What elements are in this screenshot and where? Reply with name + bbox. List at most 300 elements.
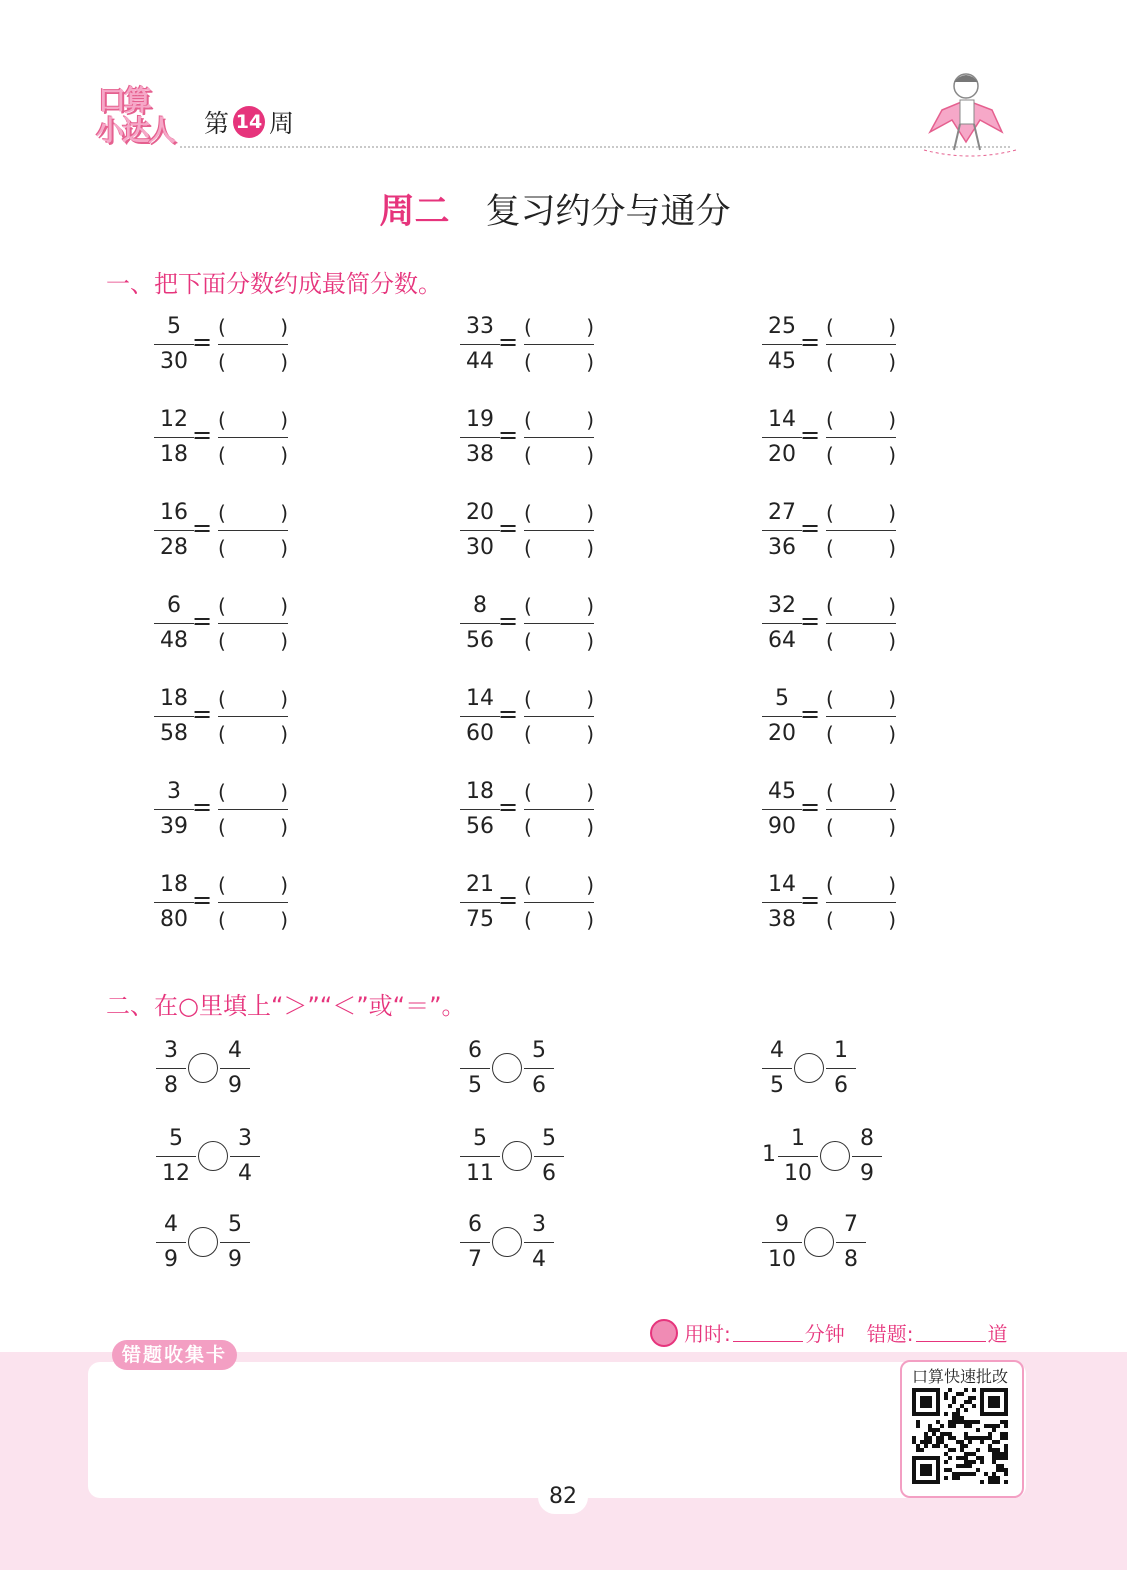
numerator: 14	[466, 686, 494, 711]
answer-numerator-slot[interactable]	[826, 498, 896, 528]
numerator: 3	[164, 1038, 178, 1063]
fraction	[460, 870, 500, 935]
numerator: 5	[542, 1126, 556, 1151]
fraction-bar	[762, 530, 802, 531]
answer-fraction-bar	[524, 716, 594, 717]
logo-line-2: 小达人	[96, 114, 175, 147]
answer-blank[interactable]	[524, 777, 594, 842]
answer-fraction-bar	[524, 809, 594, 810]
equals-sign: =	[498, 793, 519, 821]
numerator: 3	[532, 1212, 546, 1237]
logo-line-1: 口算	[98, 84, 151, 117]
answer-denominator-slot[interactable]	[218, 533, 288, 563]
answer-numerator-slot[interactable]	[218, 591, 288, 621]
denominator: 8	[164, 1073, 178, 1098]
fraction	[156, 1124, 196, 1189]
denominator: 9	[228, 1073, 242, 1098]
answer-numerator-slot[interactable]	[826, 312, 896, 342]
fraction	[762, 1210, 802, 1275]
answer-fraction-bar	[218, 344, 288, 345]
answer-blank[interactable]	[218, 870, 288, 935]
numerator: 19	[466, 407, 494, 432]
paren-close: )	[280, 687, 288, 711]
paren-open: (	[826, 722, 834, 746]
answer-blank[interactable]	[218, 498, 288, 563]
paren-open: (	[826, 780, 834, 804]
fraction	[460, 1036, 490, 1101]
fraction-bar	[230, 1156, 260, 1157]
paren-open: (	[218, 780, 226, 804]
answer-numerator-slot[interactable]	[524, 591, 594, 621]
fraction	[778, 1124, 818, 1189]
denominator: 30	[160, 349, 188, 374]
denominator: 4	[532, 1247, 546, 1272]
fraction	[762, 870, 802, 935]
paren-open: (	[524, 594, 532, 618]
answer-denominator-slot[interactable]	[524, 533, 594, 563]
paren-open: (	[826, 687, 834, 711]
comparison-circle[interactable]	[492, 1053, 522, 1083]
fraction-bar	[852, 1156, 882, 1157]
fraction	[460, 405, 500, 470]
brand-logo	[94, 86, 180, 150]
paren-open: (	[218, 315, 226, 339]
denominator: 39	[160, 814, 188, 839]
numerator: 4	[164, 1212, 178, 1237]
fraction-bar	[762, 623, 802, 624]
denominator: 20	[768, 721, 796, 746]
fraction-bar	[460, 530, 500, 531]
denominator: 5	[468, 1073, 482, 1098]
answer-fraction-bar	[218, 809, 288, 810]
fraction	[230, 1124, 260, 1189]
fraction-bar	[836, 1242, 866, 1243]
answer-denominator-slot[interactable]	[524, 905, 594, 935]
paren-open: (	[218, 536, 226, 560]
answer-blank[interactable]	[524, 591, 594, 656]
answer-fraction-bar	[826, 530, 896, 531]
fraction-bar	[762, 1068, 792, 1069]
week-suffix: 周	[269, 109, 295, 138]
fraction-bar	[762, 344, 802, 345]
denominator: 64	[768, 628, 796, 653]
answer-fraction-bar	[524, 437, 594, 438]
numerator: 6	[468, 1038, 482, 1063]
fraction	[836, 1210, 866, 1275]
paren-close: )	[280, 908, 288, 932]
fraction	[156, 1210, 186, 1275]
denominator: 20	[768, 442, 796, 467]
answer-denominator-slot[interactable]	[218, 347, 288, 377]
paren-close: )	[586, 780, 594, 804]
paren-close: )	[280, 780, 288, 804]
paren-open: (	[218, 629, 226, 653]
denominator: 10	[784, 1161, 812, 1186]
answer-fraction-bar	[826, 809, 896, 810]
numerator: 14	[768, 872, 796, 897]
fraction-bar	[524, 1068, 554, 1069]
comparison-circle[interactable]	[804, 1227, 834, 1257]
answer-blank[interactable]	[826, 591, 896, 656]
numerator: 18	[160, 686, 188, 711]
denominator: 9	[164, 1247, 178, 1272]
equals-sign: =	[192, 700, 213, 728]
paren-open: (	[218, 501, 226, 525]
answer-denominator-slot[interactable]	[218, 719, 288, 749]
answer-blank[interactable]	[524, 312, 594, 377]
paren-close: )	[586, 408, 594, 432]
denominator: 75	[466, 907, 494, 932]
equals-sign: =	[498, 328, 519, 356]
answer-denominator-slot[interactable]	[826, 626, 896, 656]
fraction	[762, 591, 802, 656]
fraction-bar	[220, 1242, 250, 1243]
paren-close: )	[888, 908, 896, 932]
fraction-bar	[154, 902, 194, 903]
fraction	[460, 1210, 490, 1275]
errors-unit: 道	[987, 1322, 1008, 1346]
numerator: 5	[167, 314, 181, 339]
answer-numerator-slot[interactable]	[826, 405, 896, 435]
fraction	[762, 684, 802, 749]
denominator: 58	[160, 721, 188, 746]
fraction-bar	[762, 437, 802, 438]
equals-sign: =	[498, 700, 519, 728]
fraction-bar	[534, 1156, 564, 1157]
denominator: 28	[160, 535, 188, 560]
answer-denominator-slot[interactable]	[826, 440, 896, 470]
paren-close: )	[586, 350, 594, 374]
answer-blank[interactable]	[524, 684, 594, 749]
answer-blank[interactable]	[826, 684, 896, 749]
paren-open: (	[826, 443, 834, 467]
fraction	[154, 312, 194, 377]
denominator: 36	[768, 535, 796, 560]
numerator: 14	[768, 407, 796, 432]
denominator: 9	[228, 1247, 242, 1272]
equals-sign: =	[498, 421, 519, 449]
answer-blank[interactable]	[826, 870, 896, 935]
paren-open: (	[218, 815, 226, 839]
section2-heading: 二、在○里填上“＞”“＜”或“＝”。	[106, 992, 466, 1020]
paren-close: )	[280, 350, 288, 374]
fraction-bar	[154, 344, 194, 345]
answer-denominator-slot[interactable]	[826, 347, 896, 377]
denominator: 56	[466, 628, 494, 653]
denominator: 90	[768, 814, 796, 839]
denominator: 45	[768, 349, 796, 374]
fraction	[524, 1036, 554, 1101]
denominator: 6	[542, 1161, 556, 1186]
answer-denominator-slot[interactable]	[524, 626, 594, 656]
paren-close: )	[280, 408, 288, 432]
paren-close: )	[586, 908, 594, 932]
paren-close: )	[888, 501, 896, 525]
paren-close: )	[280, 501, 288, 525]
answer-numerator-slot[interactable]	[218, 405, 288, 435]
answer-blank[interactable]	[218, 591, 288, 656]
time-unit: 分钟	[804, 1322, 845, 1346]
fraction	[154, 684, 194, 749]
denominator: 6	[834, 1073, 848, 1098]
paren-close: )	[888, 408, 896, 432]
answer-numerator-slot[interactable]	[524, 684, 594, 714]
equals-sign: =	[192, 328, 213, 356]
numerator: 9	[775, 1212, 789, 1237]
paren-close: )	[888, 443, 896, 467]
fraction	[156, 1036, 186, 1101]
paren-close: )	[280, 629, 288, 653]
numerator: 6	[468, 1212, 482, 1237]
fraction-bar	[154, 809, 194, 810]
qr-code-icon[interactable]	[912, 1388, 1008, 1484]
paren-close: )	[586, 443, 594, 467]
fraction	[762, 312, 802, 377]
answer-denominator-slot[interactable]	[218, 812, 288, 842]
numerator: 33	[466, 314, 494, 339]
answer-fraction-bar	[826, 716, 896, 717]
fraction-bar	[460, 809, 500, 810]
answer-numerator-slot[interactable]	[218, 684, 288, 714]
numerator: 21	[466, 872, 494, 897]
paren-open: (	[524, 629, 532, 653]
paren-close: )	[586, 315, 594, 339]
answer-blank[interactable]	[826, 777, 896, 842]
paren-close: )	[280, 315, 288, 339]
fraction	[154, 870, 194, 935]
fraction-bar	[460, 902, 500, 903]
fraction-bar	[524, 1242, 554, 1243]
numerator: 4	[770, 1038, 784, 1063]
denominator: 38	[768, 907, 796, 932]
paren-close: )	[280, 443, 288, 467]
paren-close: )	[586, 501, 594, 525]
fraction-bar	[154, 530, 194, 531]
numerator: 8	[860, 1126, 874, 1151]
comparison-circle[interactable]	[198, 1141, 228, 1171]
paren-open: (	[826, 629, 834, 653]
fraction-bar	[156, 1156, 196, 1157]
equals-sign: =	[192, 421, 213, 449]
time-input-line[interactable]	[733, 1323, 803, 1342]
paren-open: (	[524, 873, 532, 897]
errors-input-line[interactable]	[916, 1323, 986, 1342]
paren-close: )	[888, 722, 896, 746]
paren-open: (	[524, 315, 532, 339]
answer-denominator-slot[interactable]	[826, 905, 896, 935]
fraction	[460, 591, 500, 656]
comparison-circle[interactable]	[502, 1141, 532, 1171]
answer-numerator-slot[interactable]	[524, 498, 594, 528]
answer-numerator-slot[interactable]	[524, 312, 594, 342]
answer-numerator-slot[interactable]	[524, 870, 594, 900]
numerator: 5	[473, 1126, 487, 1151]
whole-number: 1	[762, 1142, 776, 1167]
answer-denominator-slot[interactable]	[826, 533, 896, 563]
numerator: 7	[844, 1212, 858, 1237]
fraction	[534, 1124, 564, 1189]
answer-blank[interactable]	[826, 498, 896, 563]
answer-denominator-slot[interactable]	[218, 440, 288, 470]
fraction	[762, 1036, 792, 1101]
answer-fraction-bar	[826, 437, 896, 438]
fraction-bar	[156, 1068, 186, 1069]
answer-blank[interactable]	[826, 405, 896, 470]
paren-close: )	[888, 315, 896, 339]
denominator: 12	[162, 1161, 190, 1186]
answer-numerator-slot[interactable]	[218, 870, 288, 900]
answer-fraction-bar	[524, 530, 594, 531]
paren-open: (	[524, 780, 532, 804]
answer-numerator-slot[interactable]	[218, 777, 288, 807]
numerator: 1	[791, 1126, 805, 1151]
fraction	[154, 777, 194, 842]
answer-fraction-bar	[826, 902, 896, 903]
fraction	[154, 405, 194, 470]
comparison-circle[interactable]	[492, 1227, 522, 1257]
answer-blank[interactable]	[524, 498, 594, 563]
fraction	[762, 405, 802, 470]
answer-blank[interactable]	[826, 312, 896, 377]
fraction-bar	[826, 1068, 856, 1069]
week-label	[204, 104, 294, 140]
numerator: 1	[834, 1038, 848, 1063]
equals-sign: =	[192, 793, 213, 821]
answer-denominator-slot[interactable]	[826, 719, 896, 749]
answer-numerator-slot[interactable]	[218, 312, 288, 342]
answer-numerator-slot[interactable]	[826, 684, 896, 714]
header-divider	[180, 146, 1010, 148]
time-label: 用时:	[684, 1322, 731, 1346]
answer-numerator-slot[interactable]	[524, 777, 594, 807]
paren-close: )	[280, 536, 288, 560]
paren-open: (	[524, 815, 532, 839]
equals-sign: =	[192, 886, 213, 914]
equals-sign: =	[498, 514, 519, 542]
equals-sign: =	[800, 607, 821, 635]
paren-close: )	[888, 350, 896, 374]
paren-close: )	[888, 873, 896, 897]
fraction-bar	[762, 716, 802, 717]
fraction	[460, 498, 500, 563]
answer-fraction-bar	[524, 344, 594, 345]
answer-blank[interactable]	[218, 312, 288, 377]
fraction	[762, 498, 802, 563]
answer-denominator-slot[interactable]	[524, 719, 594, 749]
numerator: 6	[167, 593, 181, 618]
fraction-bar	[460, 623, 500, 624]
comparison-circle[interactable]	[188, 1227, 218, 1257]
answer-denominator-slot[interactable]	[218, 626, 288, 656]
fraction-bar	[460, 716, 500, 717]
fraction-bar	[762, 809, 802, 810]
paren-open: (	[826, 501, 834, 525]
fraction-bar	[154, 437, 194, 438]
paren-open: (	[826, 536, 834, 560]
answer-denominator-slot[interactable]	[826, 812, 896, 842]
answer-denominator-slot[interactable]	[218, 905, 288, 935]
answer-blank[interactable]	[218, 684, 288, 749]
mistake-card[interactable]	[88, 1362, 1026, 1498]
equals-sign: =	[800, 793, 821, 821]
paren-open: (	[218, 873, 226, 897]
answer-denominator-slot[interactable]	[524, 440, 594, 470]
answer-denominator-slot[interactable]	[524, 812, 594, 842]
paren-open: (	[826, 408, 834, 432]
paren-close: )	[888, 594, 896, 618]
denominator: 48	[160, 628, 188, 653]
answer-numerator-slot[interactable]	[524, 405, 594, 435]
numerator: 18	[466, 779, 494, 804]
fraction	[460, 312, 500, 377]
denominator: 11	[466, 1161, 494, 1186]
paren-open: (	[218, 408, 226, 432]
paren-close: )	[586, 722, 594, 746]
answer-blank[interactable]	[524, 870, 594, 935]
comparison-circle[interactable]	[794, 1053, 824, 1083]
fraction-bar	[460, 1156, 500, 1157]
denominator: 18	[160, 442, 188, 467]
paren-open: (	[826, 350, 834, 374]
section1-heading: 一、把下面分数约成最简分数。	[106, 270, 442, 298]
answer-blank[interactable]	[218, 777, 288, 842]
stopwatch-icon	[650, 1319, 678, 1347]
week-prefix: 第	[204, 109, 230, 138]
paren-close: )	[586, 536, 594, 560]
numerator: 5	[532, 1038, 546, 1063]
fraction-bar	[154, 716, 194, 717]
fraction-bar	[778, 1156, 818, 1157]
denominator: 44	[466, 349, 494, 374]
fraction	[220, 1036, 250, 1101]
answer-numerator-slot[interactable]	[826, 777, 896, 807]
fraction-bar	[154, 623, 194, 624]
paren-close: )	[586, 687, 594, 711]
paren-close: )	[280, 815, 288, 839]
answer-blank[interactable]	[524, 405, 594, 470]
answer-blank[interactable]	[218, 405, 288, 470]
answer-numerator-slot[interactable]	[826, 870, 896, 900]
numerator: 18	[160, 872, 188, 897]
answer-denominator-slot[interactable]	[524, 347, 594, 377]
numerator: 12	[160, 407, 188, 432]
comparison-circle[interactable]	[188, 1053, 218, 1083]
answer-numerator-slot[interactable]	[218, 498, 288, 528]
page-title	[0, 184, 1110, 234]
fraction-bar	[460, 437, 500, 438]
comparison-circle[interactable]	[820, 1141, 850, 1171]
paren-open: (	[826, 908, 834, 932]
fraction	[460, 777, 500, 842]
fraction	[524, 1210, 554, 1275]
fraction	[154, 591, 194, 656]
numerator: 8	[473, 593, 487, 618]
numerator: 27	[768, 500, 796, 525]
equals-sign: =	[498, 607, 519, 635]
answer-fraction-bar	[218, 437, 288, 438]
denominator: 4	[238, 1161, 252, 1186]
numerator: 4	[228, 1038, 242, 1063]
fraction-bar	[460, 1068, 490, 1069]
denominator: 8	[844, 1247, 858, 1272]
paren-open: (	[218, 908, 226, 932]
paren-close: )	[586, 815, 594, 839]
denominator: 38	[466, 442, 494, 467]
denominator: 80	[160, 907, 188, 932]
answer-numerator-slot[interactable]	[826, 591, 896, 621]
paren-close: )	[888, 815, 896, 839]
paren-close: )	[888, 536, 896, 560]
